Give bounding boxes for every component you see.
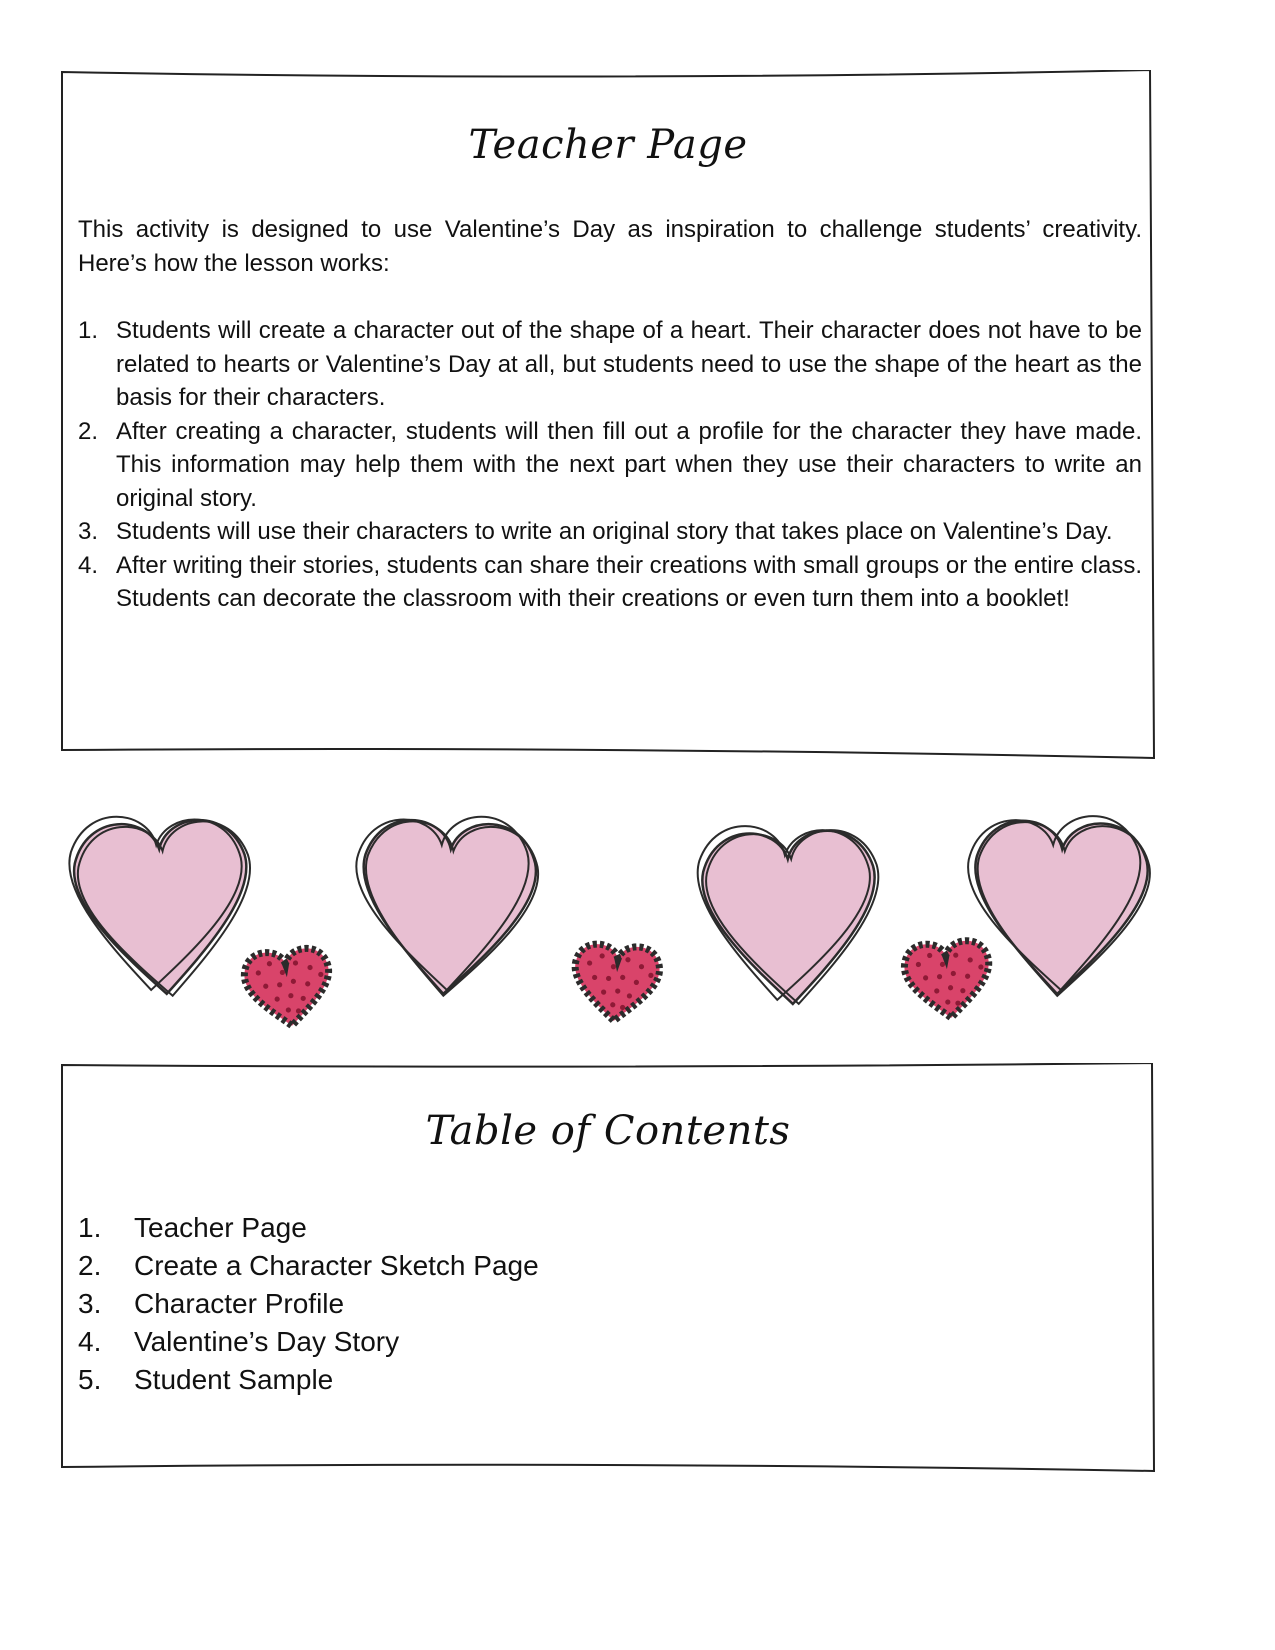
toc-number: 4. <box>78 1326 102 1357</box>
step-text: After creating a character, students will then fill out a profile for the character they have made. This information may help them with the next part when they use their characters to write an original story. <box>116 417 1142 512</box>
teacher-page-intro: This activity is designed to use Valentine’s Day as inspiration to challenge students’ creativity. Here’s how the lesson works: <box>78 216 1142 277</box>
lesson-step <box>78 314 1142 415</box>
toc-item <box>78 1323 539 1361</box>
toc-item <box>78 1247 539 1285</box>
hearts-decoration <box>55 810 1215 1040</box>
toc-label: Valentine’s Day Story <box>134 1326 400 1357</box>
step-text: After writing their stories, students can share their creations with small groups or the entire class. Students can decorate the classroom with their creations or even turn them into a booklet! <box>116 551 1142 612</box>
toc-number: 3. <box>78 1288 102 1319</box>
toc-number: 2. <box>78 1250 102 1281</box>
lesson-steps-list <box>78 314 1142 616</box>
table-of-contents-section <box>60 1063 1156 1475</box>
lesson-step <box>78 549 1142 616</box>
small-polka-heart-icon <box>242 946 334 1030</box>
step-number: 4. <box>78 551 99 579</box>
large-heart-icon <box>966 814 1153 1001</box>
toc-label: Teacher Page <box>134 1212 307 1243</box>
small-polka-heart-icon <box>572 943 662 1024</box>
lesson-step <box>78 415 1142 516</box>
step-text: Students will create a character out of the shape of a heart. Their character does not have to be related to hearts or Valentine’s Day at all, but students need to use the shape of the heart as the basis for their characters. <box>116 317 1142 411</box>
large-heart-icon <box>691 824 885 1009</box>
teacher-page-section <box>60 70 1156 760</box>
toc-list <box>78 1209 539 1399</box>
large-heart-icon <box>65 815 259 1002</box>
step-text: Students will use their characters to write an original story that takes place on Valentine’s Day. <box>116 518 1113 545</box>
large-heart-icon <box>355 815 542 1002</box>
step-number: 1. <box>78 317 99 344</box>
teacher-page-title: Teacher Page <box>468 122 748 168</box>
toc-label: Student Sample <box>134 1364 334 1395</box>
lesson-step <box>78 515 1142 549</box>
small-polka-heart-icon <box>903 939 994 1022</box>
toc-number: 1. <box>78 1212 102 1243</box>
toc-label: Character Profile <box>134 1288 345 1319</box>
step-number: 3. <box>78 518 99 545</box>
toc-item <box>78 1361 539 1399</box>
toc-number: 5. <box>78 1364 102 1395</box>
toc-title: Table of Contents <box>425 1108 791 1154</box>
toc-item <box>78 1285 539 1323</box>
toc-label: Create a Character Sketch Page <box>134 1250 539 1281</box>
step-number: 2. <box>78 417 99 445</box>
toc-item <box>78 1209 539 1247</box>
